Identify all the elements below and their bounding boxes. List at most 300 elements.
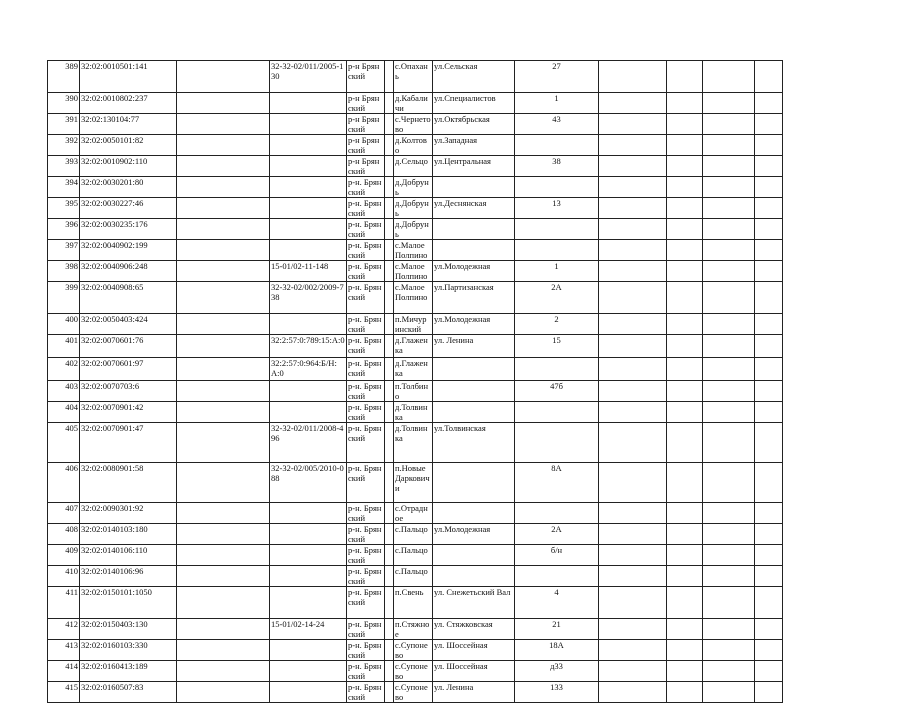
registration-number-cell: 32-32-02/005/2010-088 xyxy=(270,463,347,503)
district-cell: р-н. Брянский xyxy=(347,545,385,566)
house-number-cell: 38 xyxy=(515,156,599,177)
street-cell xyxy=(433,463,515,503)
empty-cell xyxy=(385,219,394,240)
district-cell: р-н. Брянский xyxy=(347,503,385,524)
cadastral-number-cell: 32:02:0140103:180 xyxy=(80,524,177,545)
district-cell: р-н. Брянский xyxy=(347,423,385,463)
district-cell: р-н. Брянский xyxy=(347,463,385,503)
empty-cell xyxy=(703,661,755,682)
house-number-cell xyxy=(515,135,599,156)
house-number-cell xyxy=(515,177,599,198)
street-cell: ул. Снежетьский Вал xyxy=(433,587,515,619)
registration-number-cell xyxy=(270,524,347,545)
empty-cell xyxy=(177,282,270,314)
locality-cell: д.Толвинка xyxy=(394,402,433,423)
street-cell: ул. Шоссейная xyxy=(433,661,515,682)
empty-cell xyxy=(599,423,667,463)
locality-cell: п.Свень xyxy=(394,587,433,619)
empty-cell xyxy=(667,463,703,503)
empty-cell xyxy=(599,524,667,545)
table-row xyxy=(48,335,783,358)
empty-cell xyxy=(703,566,755,587)
empty-cell xyxy=(703,587,755,619)
empty-cell xyxy=(667,566,703,587)
street-cell xyxy=(433,402,515,423)
house-number-cell xyxy=(515,402,599,423)
locality-cell: д.Сельцо xyxy=(394,156,433,177)
row-number-cell: 406 xyxy=(48,463,80,503)
empty-cell xyxy=(703,61,755,93)
street-cell xyxy=(433,503,515,524)
registration-number-cell: 15-01/02-14-24 xyxy=(270,619,347,640)
empty-cell xyxy=(667,240,703,261)
empty-cell xyxy=(703,219,755,240)
empty-cell xyxy=(755,524,783,545)
street-cell xyxy=(433,381,515,402)
street-cell: ул.Специалистов xyxy=(433,93,515,114)
street-cell: ул.Западная xyxy=(433,135,515,156)
house-number-cell: 1 xyxy=(515,261,599,282)
cadastral-number-cell: 32:02:0160507:83 xyxy=(80,682,177,703)
locality-cell: п.Новые Дарковичи xyxy=(394,463,433,503)
locality-cell: с.Малое Полпино xyxy=(394,282,433,314)
cadastral-number-cell: 32:02:130104:77 xyxy=(80,114,177,135)
district-cell: р-н. Брянский xyxy=(347,587,385,619)
empty-cell xyxy=(385,282,394,314)
street-cell: ул.Молодежная xyxy=(433,524,515,545)
empty-cell xyxy=(703,156,755,177)
locality-cell: с.Пальцо xyxy=(394,566,433,587)
empty-cell xyxy=(177,240,270,261)
empty-cell xyxy=(385,619,394,640)
empty-cell xyxy=(667,114,703,135)
table-row xyxy=(48,198,783,219)
row-number-cell: 395 xyxy=(48,198,80,219)
empty-cell xyxy=(667,261,703,282)
empty-cell xyxy=(755,463,783,503)
empty-cell xyxy=(667,423,703,463)
cadastral-number-cell: 32:02:0010902:110 xyxy=(80,156,177,177)
empty-cell xyxy=(703,545,755,566)
empty-cell xyxy=(599,282,667,314)
cadastral-number-cell: 32:02:0010501:141 xyxy=(80,61,177,93)
locality-cell: с.Чернетово xyxy=(395,114,431,134)
locality-cell: д.Толвинка xyxy=(394,423,433,463)
property-register-table xyxy=(47,60,783,703)
locality-cell: д.Добрунь xyxy=(394,177,433,198)
empty-cell xyxy=(703,261,755,282)
registration-number-cell xyxy=(270,314,347,335)
empty-cell xyxy=(385,156,394,177)
locality-cell: с.Супонево xyxy=(394,661,433,682)
empty-cell xyxy=(703,335,755,358)
cadastral-number-cell: 32:02:0070703:6 xyxy=(80,381,177,402)
empty-cell xyxy=(599,335,667,358)
empty-cell xyxy=(755,423,783,463)
empty-cell xyxy=(667,335,703,358)
empty-cell xyxy=(667,640,703,661)
empty-cell xyxy=(599,503,667,524)
house-number-cell: 21 xyxy=(515,619,599,640)
empty-cell xyxy=(667,198,703,219)
table-row xyxy=(48,545,783,566)
empty-cell xyxy=(755,381,783,402)
empty-cell xyxy=(667,219,703,240)
row-number-cell: 396 xyxy=(48,219,80,240)
cadastral-number-cell: 32:02:0050101:82 xyxy=(80,135,177,156)
cadastral-number-cell: 32:02:0070601:76 xyxy=(80,335,177,358)
locality-cell: с.Отрадное xyxy=(394,503,433,524)
empty-cell xyxy=(667,545,703,566)
registration-number-cell xyxy=(270,240,347,261)
table-row xyxy=(48,524,783,545)
table-row xyxy=(48,619,783,640)
empty-cell xyxy=(755,545,783,566)
empty-cell xyxy=(599,93,667,114)
empty-cell xyxy=(599,261,667,282)
locality-cell: с.Супонево xyxy=(394,682,433,703)
empty-cell xyxy=(177,545,270,566)
empty-cell xyxy=(177,135,270,156)
locality-cell: д.Глаженка xyxy=(394,335,433,358)
empty-cell xyxy=(703,240,755,261)
district-cell: р-н. Брянский xyxy=(347,619,385,640)
row-number-cell: 389 xyxy=(48,61,80,93)
row-number-cell: 410 xyxy=(48,566,80,587)
empty-cell xyxy=(385,335,394,358)
table-row xyxy=(48,661,783,682)
empty-cell xyxy=(599,358,667,381)
empty-cell xyxy=(599,198,667,219)
district-cell: р-н. Брянский xyxy=(347,661,385,682)
table-row xyxy=(48,261,783,282)
empty-cell xyxy=(385,640,394,661)
locality-cell: с.Малое Полпино xyxy=(394,240,433,261)
cadastral-number-cell: 32:02:0090301:92 xyxy=(80,503,177,524)
street-cell: ул.Молодежная xyxy=(433,314,515,335)
house-number-cell: 8А xyxy=(515,463,599,503)
registration-number-cell xyxy=(270,156,347,177)
empty-cell xyxy=(177,219,270,240)
empty-cell xyxy=(755,61,783,93)
empty-cell xyxy=(177,587,270,619)
empty-cell xyxy=(667,282,703,314)
empty-cell xyxy=(385,314,394,335)
house-number-cell: д33 xyxy=(515,661,599,682)
empty-cell xyxy=(755,177,783,198)
registration-number-cell xyxy=(270,177,347,198)
row-number-cell: 411 xyxy=(48,587,80,619)
empty-cell xyxy=(667,93,703,114)
empty-cell xyxy=(667,524,703,545)
table-row xyxy=(48,587,783,619)
row-number-cell: 407 xyxy=(48,503,80,524)
empty-cell xyxy=(385,463,394,503)
registration-number-cell xyxy=(270,640,347,661)
registration-number-cell xyxy=(270,503,347,524)
empty-cell xyxy=(755,314,783,335)
table-row xyxy=(48,61,783,93)
empty-cell xyxy=(385,524,394,545)
empty-cell xyxy=(177,640,270,661)
empty-cell xyxy=(385,566,394,587)
street-cell: ул.Толвинская xyxy=(433,423,515,463)
table-row xyxy=(48,463,783,503)
district-cell: р-н Брянский xyxy=(347,61,385,93)
empty-cell xyxy=(385,198,394,219)
empty-cell xyxy=(599,240,667,261)
empty-cell xyxy=(703,282,755,314)
row-number-cell: 404 xyxy=(48,402,80,423)
house-number-cell: 2А xyxy=(515,282,599,314)
registration-number-cell: 32-32-02/011/2005-130 xyxy=(270,61,347,93)
registration-number-cell xyxy=(270,219,347,240)
empty-cell xyxy=(755,114,783,135)
district-cell: р-н. Брянский xyxy=(347,381,385,402)
cadastral-number-cell: 32:02:0010802:237 xyxy=(80,93,177,114)
empty-cell xyxy=(755,503,783,524)
locality-cell: п.Толбино xyxy=(394,381,433,402)
cadastral-number-cell: 32:02:0150403:130 xyxy=(80,619,177,640)
table-row xyxy=(48,240,783,261)
street-cell: ул.Центральная xyxy=(433,156,515,177)
cadastral-number-cell: 32:02:0040908:65 xyxy=(80,282,177,314)
empty-cell xyxy=(703,177,755,198)
locality-cell: д.Колтово xyxy=(394,135,433,156)
empty-cell xyxy=(177,93,270,114)
registration-number-cell xyxy=(270,682,347,703)
house-number-cell xyxy=(515,358,599,381)
empty-cell xyxy=(667,358,703,381)
empty-cell xyxy=(703,423,755,463)
row-number-cell: 413 xyxy=(48,640,80,661)
district-cell: р-н Брянский xyxy=(347,135,385,156)
empty-cell xyxy=(755,282,783,314)
empty-cell xyxy=(599,177,667,198)
empty-cell xyxy=(385,114,394,135)
cadastral-number-cell: 32:02:0040902:199 xyxy=(80,240,177,261)
empty-cell xyxy=(385,545,394,566)
house-number-cell: 4 xyxy=(515,587,599,619)
empty-cell xyxy=(667,402,703,423)
district-cell: р-н. Брянский xyxy=(347,240,385,261)
empty-cell xyxy=(385,358,394,381)
empty-cell xyxy=(177,661,270,682)
locality-cell: д.Кабаличи xyxy=(394,93,433,114)
empty-cell xyxy=(755,198,783,219)
empty-cell xyxy=(599,114,667,135)
empty-cell xyxy=(755,682,783,703)
empty-cell xyxy=(667,682,703,703)
table-row xyxy=(48,156,783,177)
registration-number-cell xyxy=(270,93,347,114)
empty-cell xyxy=(703,524,755,545)
house-number-cell: 43 xyxy=(515,114,599,135)
street-cell xyxy=(433,566,515,587)
empty-cell xyxy=(177,314,270,335)
empty-cell xyxy=(177,381,270,402)
street-cell: ул. Ленина xyxy=(433,682,515,703)
empty-cell xyxy=(703,682,755,703)
street-cell: ул.Молодежная xyxy=(433,261,515,282)
empty-cell xyxy=(385,381,394,402)
row-number-cell: 405 xyxy=(48,423,80,463)
street-cell xyxy=(433,240,515,261)
empty-cell xyxy=(599,463,667,503)
table-row xyxy=(48,93,783,114)
cadastral-number-cell: 32:02:0160103:330 xyxy=(80,640,177,661)
registration-number-cell xyxy=(270,545,347,566)
registration-number-cell: 32-32-02/011/2008-496 xyxy=(270,423,347,463)
cadastral-number-cell: 32:02:0030201:80 xyxy=(80,177,177,198)
table-body xyxy=(48,61,783,703)
empty-cell xyxy=(177,261,270,282)
empty-cell xyxy=(599,219,667,240)
empty-cell xyxy=(599,661,667,682)
empty-cell xyxy=(703,402,755,423)
registration-number-cell: 32-32-02/002/2009-738 xyxy=(270,282,347,314)
empty-cell xyxy=(385,135,394,156)
row-number-cell: 390 xyxy=(48,93,80,114)
empty-cell xyxy=(703,114,755,135)
house-number-cell: 1 xyxy=(515,93,599,114)
street-cell: ул.Октябрьская xyxy=(433,114,515,135)
empty-cell xyxy=(755,587,783,619)
row-number-cell: 412 xyxy=(48,619,80,640)
cadastral-number-cell: 32:02:0080901:58 xyxy=(80,463,177,503)
registration-number-cell xyxy=(270,381,347,402)
empty-cell xyxy=(599,545,667,566)
cadastral-number-cell: 32:02:0150101:1050 xyxy=(80,587,177,619)
house-number-cell xyxy=(515,423,599,463)
district-cell: р-н. Брянский xyxy=(347,566,385,587)
district-cell: р-н. Брянский xyxy=(347,314,385,335)
empty-cell xyxy=(599,402,667,423)
street-cell: ул.Партизанская xyxy=(433,282,515,314)
empty-cell xyxy=(599,156,667,177)
row-number-cell: 397 xyxy=(48,240,80,261)
house-number-cell xyxy=(515,566,599,587)
empty-cell xyxy=(703,463,755,503)
registration-number-cell xyxy=(270,587,347,619)
locality-cell: п.Мичуринский xyxy=(394,314,433,335)
district-cell: р-н Брянский xyxy=(347,93,385,114)
house-number-cell: 13 xyxy=(515,198,599,219)
empty-cell xyxy=(385,261,394,282)
empty-cell xyxy=(755,156,783,177)
empty-cell xyxy=(177,402,270,423)
district-cell: р-н. Брянский xyxy=(347,335,385,358)
empty-cell xyxy=(177,198,270,219)
locality-cell: п.Стяжное xyxy=(394,619,433,640)
cadastral-number-cell: 32:02:0140106:110 xyxy=(80,545,177,566)
house-number-cell: 133 xyxy=(515,682,599,703)
row-number-cell: 414 xyxy=(48,661,80,682)
empty-cell xyxy=(703,198,755,219)
empty-cell xyxy=(755,402,783,423)
row-number-cell: 415 xyxy=(48,682,80,703)
empty-cell xyxy=(599,61,667,93)
empty-cell xyxy=(177,423,270,463)
empty-cell xyxy=(755,619,783,640)
empty-cell xyxy=(667,135,703,156)
table-row xyxy=(48,358,783,381)
table-row xyxy=(48,402,783,423)
district-cell: р-н. Брянский xyxy=(347,402,385,423)
registration-number-cell: 15-01/02-11-148 xyxy=(270,261,347,282)
registration-number-cell xyxy=(270,661,347,682)
district-cell: р-н. Брянский xyxy=(347,282,385,314)
empty-cell xyxy=(599,619,667,640)
table-row xyxy=(48,135,783,156)
district-cell: р-н Брянский xyxy=(347,156,385,177)
empty-cell xyxy=(667,314,703,335)
cadastral-number-cell: 32:02:0030227:46 xyxy=(80,198,177,219)
street-cell xyxy=(433,545,515,566)
empty-cell xyxy=(177,114,270,135)
empty-cell xyxy=(755,261,783,282)
row-number-cell: 408 xyxy=(48,524,80,545)
empty-cell xyxy=(177,156,270,177)
table-row xyxy=(48,114,783,135)
empty-cell xyxy=(385,177,394,198)
empty-cell xyxy=(599,566,667,587)
row-number-cell: 393 xyxy=(48,156,80,177)
table-row xyxy=(48,314,783,335)
empty-cell xyxy=(177,619,270,640)
empty-cell xyxy=(755,335,783,358)
district-cell: р-н. Брянский xyxy=(347,682,385,703)
house-number-cell: 27 xyxy=(515,61,599,93)
cadastral-number-cell: 32:02:0160413:189 xyxy=(80,661,177,682)
empty-cell xyxy=(385,61,394,93)
empty-cell xyxy=(703,135,755,156)
empty-cell xyxy=(177,503,270,524)
empty-cell xyxy=(755,135,783,156)
empty-cell xyxy=(667,661,703,682)
table-row xyxy=(48,682,783,703)
registration-number-cell xyxy=(270,402,347,423)
cadastral-number-cell: 32:02:0050403:424 xyxy=(80,314,177,335)
district-cell: р-н Брянский xyxy=(347,114,385,135)
cadastral-number-cell: 32:02:0030235:176 xyxy=(80,219,177,240)
empty-cell xyxy=(755,566,783,587)
cadastral-number-cell: 32:02:0140106:96 xyxy=(80,566,177,587)
table-row xyxy=(48,423,783,463)
cadastral-number-cell: 32:02:0040906:248 xyxy=(80,261,177,282)
street-cell: ул.Деснянская xyxy=(433,198,515,219)
district-cell: р-н. Брянский xyxy=(347,640,385,661)
locality-cell: с.Пальцо xyxy=(394,545,433,566)
registration-number-cell: 32:2:57:0:789:15:А:0 xyxy=(270,335,347,358)
empty-cell xyxy=(385,661,394,682)
empty-cell xyxy=(703,503,755,524)
empty-cell xyxy=(177,524,270,545)
empty-cell xyxy=(177,682,270,703)
empty-cell xyxy=(703,358,755,381)
locality-cell: с.Опахань xyxy=(394,61,433,93)
empty-cell xyxy=(755,93,783,114)
empty-cell xyxy=(177,177,270,198)
district-cell: р-н. Брянский xyxy=(347,358,385,381)
row-number-cell: 399 xyxy=(48,282,80,314)
registration-number-cell xyxy=(270,566,347,587)
empty-cell xyxy=(703,381,755,402)
row-number-cell: 392 xyxy=(48,135,80,156)
empty-cell xyxy=(667,619,703,640)
locality-cell: д.Добрунь xyxy=(394,198,433,219)
table-row xyxy=(48,177,783,198)
